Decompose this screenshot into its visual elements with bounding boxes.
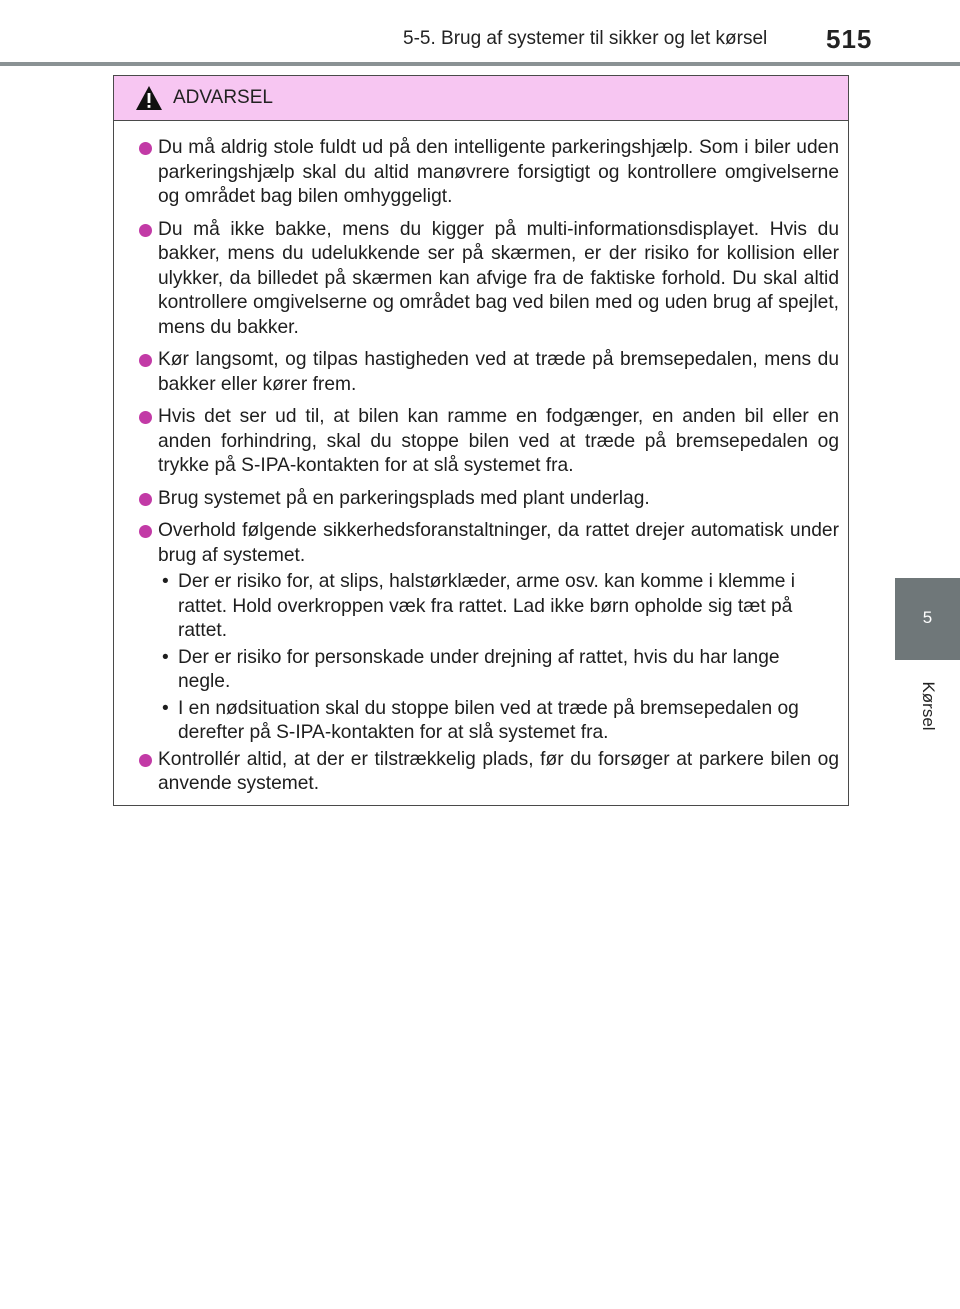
warning-item [124, 405, 839, 479]
warning-item [124, 348, 839, 397]
page-number: 515 [826, 24, 873, 54]
warning-item-text: Hvis det ser ud til, at bilen kan ramme en fodgænger, en anden bil eller en anden forhindring, skal du stoppe bilen ved at træde på bremsepedalen og trykke på S-IPA-kontakten for at slå systemet fra. [158, 406, 839, 476]
bullet-icon [139, 754, 152, 767]
sub-list-item [158, 697, 833, 746]
warning-item-text: Du må aldrig stole fuldt ud på den intelligente parkeringshjælp. Som i biler uden parkeringshjælp skal du altid manøvrere forsigtigt og kontrollere omgivelserne og området bag bilen omhyggeligt. [158, 137, 839, 207]
warning-item-text: Overhold følgende sikkerhedsforanstaltninger, da rattet drejer automatisk under brug af systemet. [158, 520, 839, 566]
bullet-icon [139, 493, 152, 506]
warning-item-text: Kontrollér altid, at der er tilstrækkelig plads, før du forsøger at parkere bilen og anvende systemet. [158, 748, 839, 794]
bullet-icon [139, 224, 152, 237]
chapter-label-text: Kørsel [919, 681, 938, 731]
warning-item [124, 487, 839, 512]
sub-bullet: • [162, 697, 169, 719]
warning-item [124, 136, 839, 210]
section-title: 5-5. Brug af systemer til sikker og let kørsel [403, 28, 768, 49]
sub-list-item-text: Der er risiko for, at slips, halstørklæder, arme osv. kan komme i klemme i rattet. Hold overkroppen væk fra rattet. Lad ikke børn opholde sig tæt på rattet. [178, 571, 796, 641]
chapter-number: 5 [922, 608, 933, 627]
warning-triangle-icon [135, 85, 163, 111]
bullet-icon [139, 354, 152, 367]
warning-item [124, 748, 839, 797]
bullet-icon [139, 411, 152, 424]
sub-list-item [158, 646, 833, 695]
sub-list-item [158, 570, 833, 644]
warning-item [124, 218, 839, 341]
warning-box [113, 75, 849, 806]
chapter-tab[interactable] [895, 578, 960, 660]
sub-list-item-text: I en nødsituation skal du stoppe bilen ved at træde på bremsepedalen og derefter på S-IPA-kontakten for at slå systemet fra. [178, 697, 799, 743]
sub-bullet: • [162, 571, 169, 592]
warning-item-text: Kør langsomt, og tilpas hastigheden ved at træde på bremsepedalen, mens du bakker eller kører frem. [158, 349, 839, 395]
bullet-icon [139, 525, 152, 538]
sub-bullet: • [162, 646, 169, 668]
sub-list-item-text: Der er risiko for personskade under drejning af rattet, hvis du har lange negle. [178, 646, 780, 692]
bullet-icon [139, 142, 152, 155]
chapter-label [916, 676, 936, 736]
warning-item-text: Du må ikke bakke, mens du kigger på multi-informationsdisplayet. Hvis du bakker, mens du udelukkende ser på skærmen, er der risiko for kollision eller ulykker, da billedet på skærmen kan afvige fra de faktiske forhold. Du skal altid kontrollere omgivelserne og området bag ved bilen med og uden brug af spejlet, mens du bakker. [158, 218, 839, 338]
warning-item-text: Brug systemet på en parkeringsplads med plant underlag. [158, 487, 650, 509]
warning-header [114, 76, 848, 121]
header-divider [0, 62, 960, 66]
warning-title: ADVARSEL [173, 87, 273, 108]
warning-body [114, 121, 848, 797]
sub-list [158, 570, 839, 746]
warning-item [124, 519, 839, 746]
